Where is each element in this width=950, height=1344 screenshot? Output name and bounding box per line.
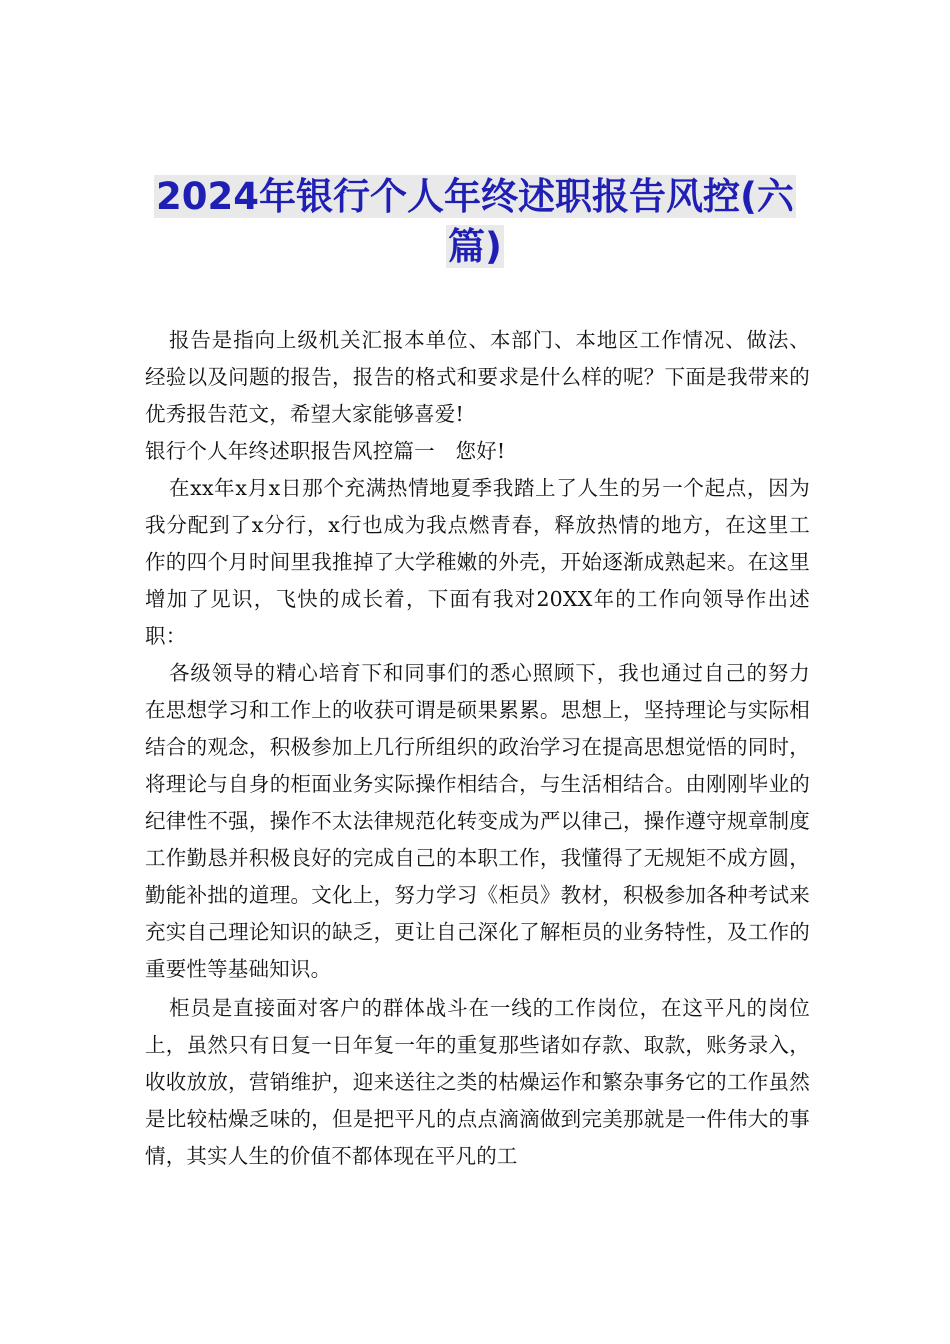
body-paragraph-2: 各级领导的精心培育下和同事们的悉心照顾下，我也通过自己的努力在思想学习和工作上的收获可谓是硕果累累。思想上，坚持理论与实际相结合的观念，积极参加上几行所组织的政治学习在提高思想觉悟的同时，将理论与自身的柜面业务实际操作相结合，与生活相结合。由刚刚毕业的纪律性不强，操作不太法律规范化转变成为严以律己，操作遵守规章制度工作勤恳并积极良好的完成自己的本职工作，我懂得了无规矩不成方圆，勤能补拙的道理。文化上，努力学习《柜员》教材，积极参加各种考试来充实自己理论知识的缺乏，更让自己深化了解柜员的业务特性，及工作的重要性等基础知识。 — [145, 661, 810, 981]
body-paragraph-1: 在xx年x月x日那个充满热情地夏季我踏上了人生的另一个起点，因为我分配到了x分行，x行也成为我点燃青春，释放热情的地方，在这里工作的四个月时间里我推掉了大学稚嫩的外壳，开始逐渐成熟起来。在这里增加了见识，飞快的成长着，下面有我对20XX年的工作向领导作出述职： — [145, 476, 810, 648]
section-heading: 银行个人年终述职报告风控篇一 您好! — [145, 439, 506, 463]
body-paragraph-3: 柜员是直接面对客户的群体战斗在一线的工作岗位，在这平凡的岗位上，虽然只有日复一日年复一年的重复那些诸如存款、取款，账务录入，收收放放，营销维护，迎来送往之类的枯燥运作和繁杂事务它的工作虽然是比较枯燥乏味的，但是把平凡的点点滴滴做到完美那就是一件伟大的事情，其实人生的价值不都体现在平凡的工 — [145, 996, 810, 1168]
title-text: 2024年银行个人年终述职报告风控(六篇) — [156, 175, 794, 268]
document-title — [150, 172, 800, 272]
intro-paragraph: 报告是指向上级机关汇报本单位、本部门、本地区工作情况、做法、经验以及问题的报告，报告的格式和要求是什么样的呢？下面是我带来的优秀报告范文，希望大家能够喜爱! — [145, 328, 810, 426]
document-body — [145, 322, 810, 1175]
